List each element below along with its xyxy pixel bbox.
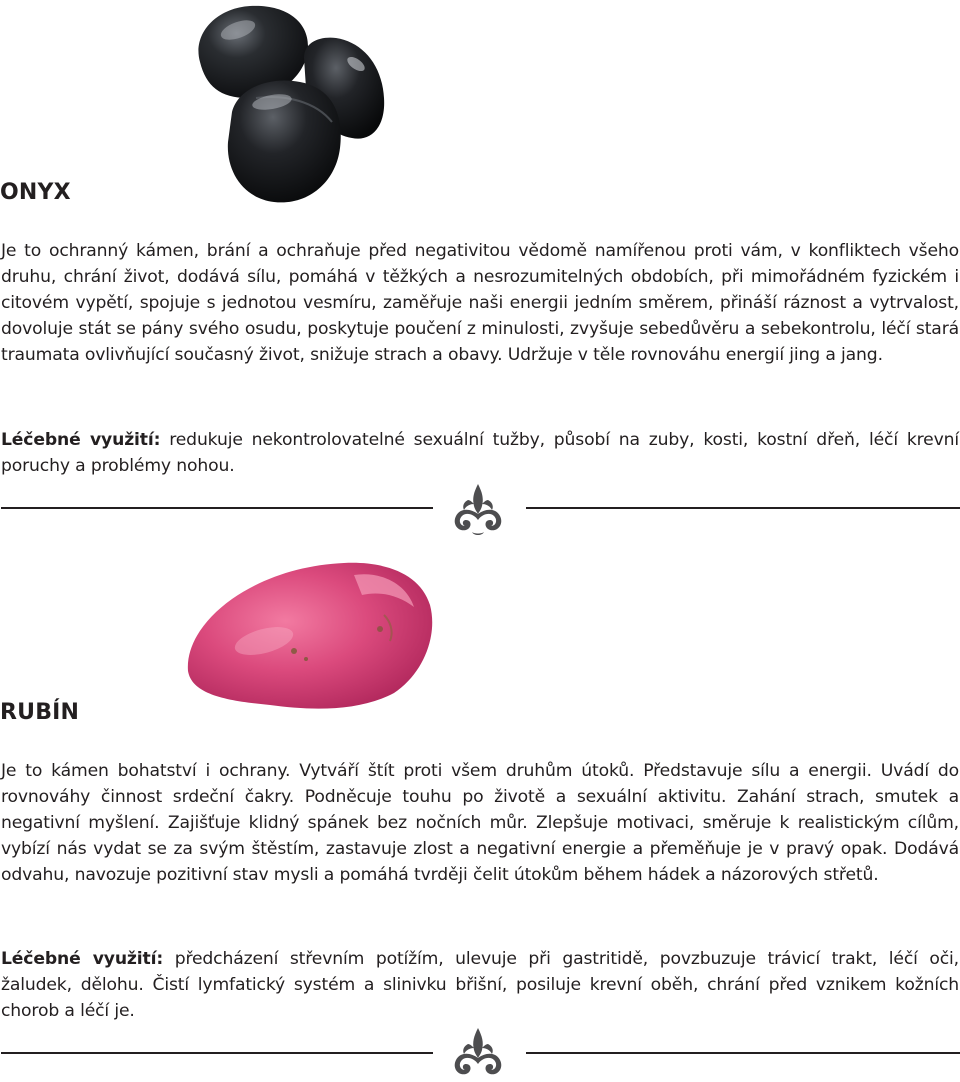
onyx-stones-image <box>186 2 392 208</box>
ruby-stone-image <box>184 555 436 713</box>
healing-label: Léčebné využití: <box>1 430 161 450</box>
healing-text: předcházení střevním potížím, ulevuje při gastritidě, povzbuzuje trávicí trakt, léčí oči, žaludek, dělohu. Čistí lymfatický systém a slinivku břišní, posiluje krevní oběh, chrání před vznikem kožních chorob a léčí je. <box>1 949 959 1021</box>
healing-paragraph <box>1 427 959 479</box>
section-title: RUBÍN <box>0 700 80 725</box>
healing-text: redukuje nekontrolovatelné sexuální tužby, působí na zuby, kosti, kostní dřeň, léčí krevní poruchy a problémy nohou. <box>1 430 959 476</box>
ornament-icon <box>446 482 510 538</box>
healing-label: Léčebné využití: <box>1 949 164 969</box>
divider-line-right <box>526 1052 960 1054</box>
section-description: Je to ochranný kámen, brání a ochraňuje před negativitou vědomě namířenou proti vám, v konfliktech všeho druhu, chrání život, dodává sílu, pomáhá v těžkých a nesrozumitelných obdobích, při mimořádném fyzickém i citovém vypětí, spojuje s jednotou vesmíru, zaměřuje naši energii jedním směrem, přináší ráznost a vytrvalost, dovoluje stát se pány svého osudu, poskytuje poučení z minulosti, zvyšuje sebedůvěru a sebekontrolu, léčí stará traumata ovlivňující současný život, snižuje strach a obavy. Udržuje v těle rovnováhu energií jing a jang. <box>1 241 959 365</box>
divider-line-right <box>526 507 960 509</box>
section-title: ONYX <box>0 180 71 205</box>
divider-line-left <box>1 507 433 509</box>
divider-line-left <box>1 1052 433 1054</box>
section-description: Je to kámen bohatství i ochrany. Vytváří štít proti všem druhům útoků. Představuje sílu a energii. Uvádí do rovnováhy činnost srdeční čakry. Podněcuje touhu po životě a sexuální aktivitu. Zahání strach, smutek a negativní myšlení. Zajišťuje klidný spánek bez nočních můr. Zlepšuje motivaci, směruje k realistickým cílům, vybízí nás vydat se za svým štěstím, zastavuje zlost a negativní energie a přeměňuje je v pravý opak. Dodává odvahu, navozuje pozitivní stav mysli a pomáhá tvrději čelit útokům během hádek a názorových střetů. <box>1 761 959 885</box>
healing-paragraph <box>1 946 959 1024</box>
ornament-icon <box>446 1026 510 1082</box>
